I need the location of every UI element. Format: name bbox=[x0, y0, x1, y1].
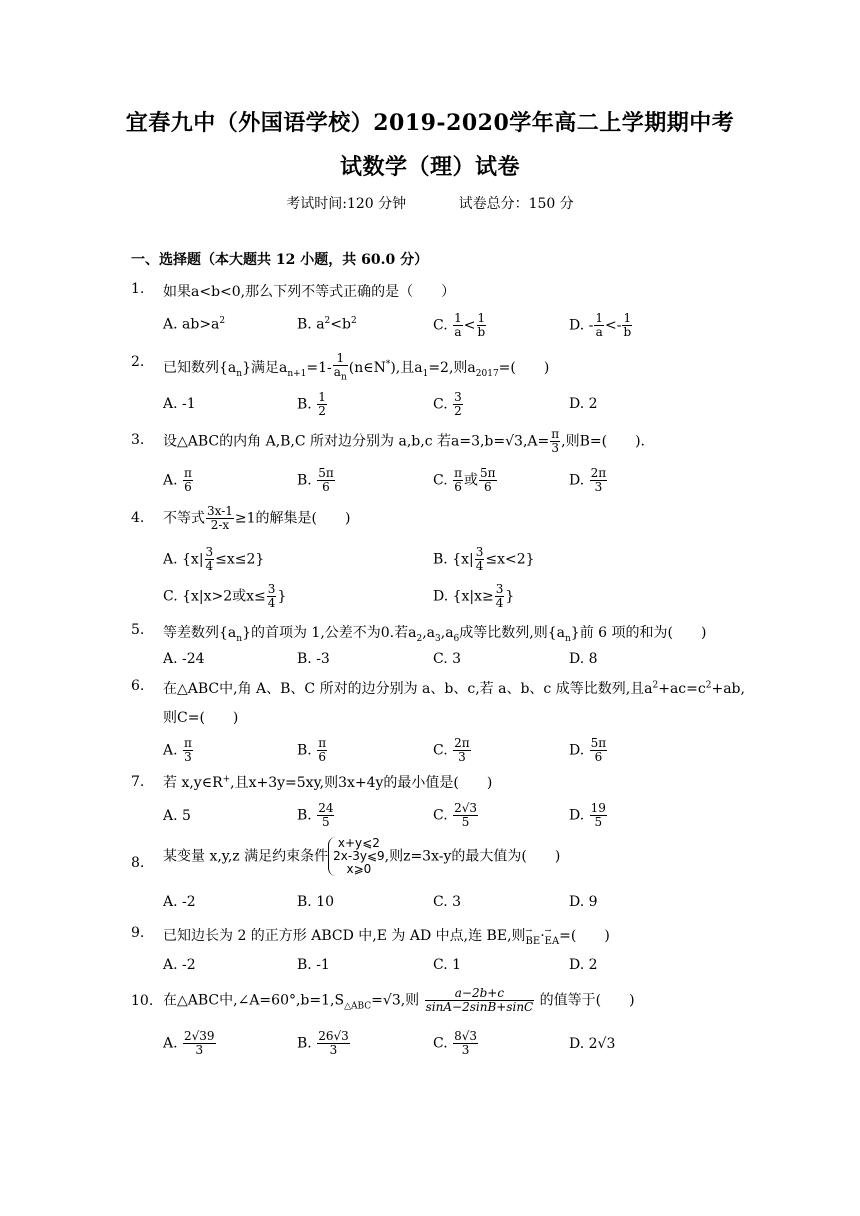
option-b: B. -1 bbox=[297, 957, 330, 973]
option-c: C. 1 bbox=[433, 957, 462, 973]
option-b: B. $\frac{1}{2}$ bbox=[297, 390, 326, 418]
option-d: D. $\frac{19}{5}$ bbox=[569, 801, 606, 829]
question-number: 10. bbox=[131, 993, 154, 1009]
option-d: D. 2 bbox=[569, 396, 598, 412]
question-text: 已知数列$\{a_n\}$满足$a_{n+1}=1-$ $\frac{1}{a_n}$ (n∈N*),且$a_1=2$,则$a_{2017}=$( ) bbox=[163, 351, 550, 383]
exam-info bbox=[0, 193, 860, 213]
question-number: 1. bbox=[131, 281, 145, 297]
title-line-2: 试数学（理）试卷 bbox=[339, 154, 520, 180]
question-number: 4. bbox=[131, 510, 145, 526]
question-number: 2. bbox=[131, 354, 145, 370]
option-b: B. -3 bbox=[297, 651, 330, 667]
option-d: D. - $\frac{1}{a}$ <- $\frac{1}{b}$ bbox=[569, 311, 632, 339]
option-a: A. {x| $\frac{3}{4}$ ≤x≤2} bbox=[163, 545, 265, 573]
option-b: B. $\frac{\pi}{6}$ bbox=[297, 736, 327, 764]
option-d: D. 2√3 bbox=[569, 1036, 616, 1052]
option-c: C. 3 bbox=[433, 651, 462, 667]
option-c: C. 3 bbox=[433, 894, 462, 910]
question-number: 7. bbox=[131, 774, 145, 790]
question-number: 9. bbox=[131, 925, 145, 941]
option-c: C. $\frac{\pi}{6}$ 或 $\frac{5\pi}{6}$ bbox=[433, 466, 496, 494]
question-text: 设△ABC的内角 A,B,C 所对边分别为 a,b,c 若a=3,b=√3,A= $\frac{\pi}{3}$ ,则B=( ). bbox=[163, 427, 645, 455]
question-number: 8. bbox=[131, 855, 145, 871]
option-a: A. $\frac{\pi}{3}$ bbox=[163, 736, 192, 764]
question-number: 3. bbox=[131, 432, 145, 448]
question-text: 已知边长为 2 的正方形 ABCD 中,E 为 AD 中点,连 BE,则→ BE·→ EA=( ) bbox=[163, 925, 610, 947]
option-d: D. $\frac{5\pi}{6}$ bbox=[569, 736, 607, 764]
option-a: A. $\frac{2√39}{3}$ bbox=[163, 1029, 215, 1057]
option-c: C. $\frac{2√3}{5}$ bbox=[433, 801, 478, 829]
option-a: A. -2 bbox=[163, 957, 196, 973]
option-d: D. 8 bbox=[569, 651, 598, 667]
option-d: D. 2 bbox=[569, 957, 598, 973]
option-b: B. $\frac{26√3}{3}$ bbox=[297, 1029, 349, 1057]
option-c: C. $\frac{8√3}{3}$ bbox=[433, 1029, 478, 1057]
option-a: A. $ab>a^2$ bbox=[163, 316, 226, 333]
question-text: 等差数列$\{a_n\}$的首项为 1,公差不为0.若$a_2,a_3,a_6$成等比数列,则$\{a_n\}$前 6 项的和为( ) bbox=[163, 625, 707, 644]
option-c: C. $\frac{1}{a}$ < $\frac{1}{b}$ bbox=[433, 311, 486, 339]
question-text: 在△ABC中$,\angle A=60^\circ,b=1,S_{\triangle ABC}=√3$,则 $\frac{a-2b+c}{\sin A-2\sin B+\sin C}$ 的值等于( ) bbox=[163, 986, 635, 1014]
title-line-1: 宜春九中（外国语学校）2019-2020学年高二上学期期中考 bbox=[125, 110, 735, 136]
question-text-continued: 则C=( ) bbox=[163, 710, 239, 726]
exam-time: 考试时间:120 分钟 bbox=[286, 196, 407, 212]
section-heading: 一、选择题（本大题共 12 小题，共 60.0 分） bbox=[131, 252, 429, 268]
option-b: B. {x| $\frac{3}{4}$ ≤x<2} bbox=[433, 545, 535, 573]
option-b: B. $\frac{5\pi}{6}$ bbox=[297, 466, 334, 494]
option-a: A. 5 bbox=[163, 808, 191, 824]
option-b: B. $\frac{24}{5}$ bbox=[297, 801, 334, 829]
option-b: B. 10 bbox=[297, 894, 335, 910]
total-score: 试卷总分：150 分 bbox=[458, 196, 574, 212]
question-text: 不等式 $\frac{3x-1}{2-x}$ ≥1的解集是( ) bbox=[163, 504, 351, 532]
question-text: 在△ABC中,角 A、B、C 所对的边分别为 a、b、c,若 a、b、c 成等比数列,且$a^2+ac=c^2+ab$, bbox=[163, 680, 745, 697]
question-text: 若 x,y∈R+,且x+3y=5xy,则3x+4y的最小值是( ) bbox=[163, 774, 493, 791]
option-a: A. -2 bbox=[163, 894, 196, 910]
question-text: 某变量 x,y,z 满足约束条件 x+y⩽2 2x-3y⩽9 x⩾0 ,则z=3x-y的最大值为( ) bbox=[163, 836, 561, 876]
question-number: 6. bbox=[131, 678, 145, 694]
question-number: 5. bbox=[131, 622, 145, 638]
option-d: D. {x|x≥ $\frac{3}{4}$ } bbox=[433, 582, 515, 610]
question-text: 如果a<b<0,那么下列不等式正确的是（ ） bbox=[163, 284, 456, 300]
option-d: D. $\frac{2\pi}{3}$ bbox=[569, 466, 607, 494]
option-c: C. {x|x>2或x≤ $\frac{3}{4}$ } bbox=[163, 582, 287, 610]
option-a: A. -24 bbox=[163, 651, 205, 667]
option-d: D. 9 bbox=[569, 894, 598, 910]
option-a: A. $\frac{\pi}{6}$ bbox=[163, 466, 192, 494]
option-c: C. $\frac{3}{2}$ bbox=[433, 390, 462, 418]
option-b: B. $a^2<b^2$ bbox=[297, 316, 357, 333]
option-c: C. $\frac{2\pi}{3}$ bbox=[433, 736, 470, 764]
option-a: A. -1 bbox=[163, 396, 196, 412]
